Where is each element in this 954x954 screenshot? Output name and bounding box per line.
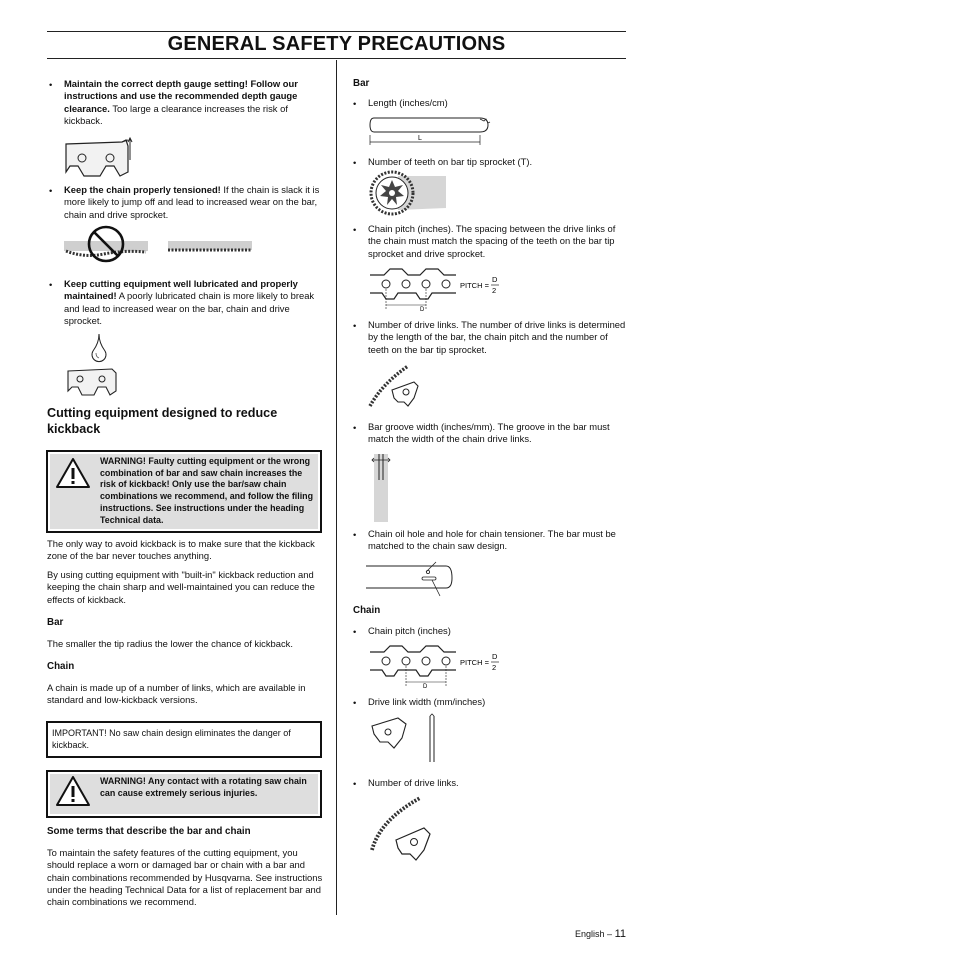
bullet-marker: • [353,157,357,168]
bullet-marker: • [49,185,53,196]
bullet-chain-tension [64,184,322,221]
page-number: 11 [614,928,626,940]
bullet-marker: • [353,320,357,331]
right-subheading-chain: Chain [353,605,381,616]
bar-item-oil-hole: Chain oil hole and hole for chain tensioner. The bar must be matched to the chain saw design. [368,528,616,552]
pitch-formula-label: PITCH = [460,281,489,290]
footer-language: English [575,929,605,939]
right-subheading-bar: Bar [353,78,370,89]
chain-item-drive-links: Number of drive links. [368,777,459,788]
warning-triangle-icon [56,776,90,806]
depth-gauge-illustration [62,136,138,182]
drive-link-width-illustration [368,712,448,764]
paragraph-chain: A chain is made up of a number of links, which are available in standard and low-kickback versions. [47,682,306,706]
page-title: GENERAL SAFETY PRECAUTIONS [167,33,506,55]
bar-oil-hole-illustration [366,560,458,600]
warning-box-cutting-equipment [46,450,322,533]
header-rule-bottom [47,58,626,59]
bullet-lubrication-bold: Keep cutting equipment well lubricated and properly maintained! [64,278,298,302]
bar-item-groove-width: Bar groove width (inches/mm). The groove in the bar must match the width of the chain drive links. [368,421,610,445]
pitch-dimension-label: D [420,307,425,313]
oil-drop-icon [90,333,108,363]
bar-tip-sprocket-illustration [368,170,448,216]
bullet-marker: • [353,529,357,540]
chain-item-pitch: Chain pitch (inches) [368,625,451,636]
column-divider [336,60,337,915]
pitch-formula-label: PITCH = [460,658,489,667]
paragraph-bar: The smaller the tip radius the lower the chance of kickback. [47,638,293,649]
subheading-chain: Chain [47,661,75,672]
warning-text-cutting-equipment: WARNING! Faulty cutting equipment or the wrong combination of bar and saw chain increases the risk of kickback! Only use the bar/saw chain combinations we recommend, and follow the filing instructions. See instructions under the heading Technical data. [100,456,314,525]
important-box [46,721,322,758]
bullet-depth-gauge-text: Too large a clearance increases the risk of kickback. [64,102,288,126]
drive-links-illustration [368,360,428,410]
bullet-marker: • [49,79,53,90]
chain-pitch-illustration [368,265,503,313]
paragraph-terms: To maintain the safety features of the cutting equipment, you should replace a worn or damaged bar or chain with a bar and chain combinations recommended by Husqvarna. See instructions under the heading Technical Data for a list of replacement bar and chain combinations we recommend. [47,847,323,908]
warning-box-rotating-chain [46,770,322,818]
bullet-depth-gauge [64,78,322,127]
section-heading-kickback: Cutting equipment designed to reduce kickback [47,406,278,436]
warning-triangle-icon [56,458,90,488]
bullet-marker: • [353,697,357,708]
pitch-formula-numerator: D [492,275,498,284]
subheading-terms: Some terms that describe the bar and chain [47,826,251,837]
chain-pitch-illustration-2 [368,642,503,690]
pitch-formula-numerator: D [492,652,498,661]
bar-item-length: Length (inches/cm) [368,97,448,108]
chain-item-drive-link-width: Drive link width (mm/inches) [368,696,486,707]
tensioned-chain-illustration [168,240,254,254]
paragraph-kickback-reduction: By using cutting equipment with "built-in" kickback reduction and keeping the chain sharp and well-maintained you can reduce the effects of kickback. [47,569,315,605]
bullet-chain-tension-text: If the chain is slack it is more likely to jump off and lead to increased wear on the bar, chain and drive sprocket. [64,184,320,220]
bar-item-sprocket-teeth: Number of teeth on bar tip sprocket (T). [368,156,533,167]
bar-length-illustration [368,113,494,147]
bullet-marker: • [353,778,357,789]
header-rule-top [47,31,626,32]
subheading-bar: Bar [47,617,64,628]
bullet-lubrication-text: A poorly lubricated chain is more likely to break and lead to increased wear on the bar, chain and drive sprocket. [64,290,315,326]
bullet-marker: • [353,224,357,235]
bar-length-dimension-label: L [418,135,422,142]
bullet-marker: • [49,279,53,290]
bullet-chain-tension-bold: Keep the chain properly tensioned! [64,184,221,195]
pitch-dimension-label: D [423,684,428,690]
footer-dash: – [607,929,613,939]
chain-link-lubricated-illustration [66,367,118,397]
bar-item-chain-pitch: Chain pitch (inches). The spacing between the drive links of the chain must match the spacing of the teeth on the bar tip sprocket and drive sprocket. [368,223,616,259]
bullet-lubrication [64,278,322,327]
bullet-marker: • [353,422,357,433]
bullet-marker: • [353,626,357,637]
important-text: IMPORTANT! No saw chain design eliminates the danger of kickback. [52,728,291,751]
bullet-marker: • [353,98,357,109]
pitch-formula-denominator: 2 [492,663,497,672]
slack-chain-prohibited-illustration [64,226,154,262]
pitch-formula-denominator: 2 [492,286,497,295]
warning-text-rotating-chain: WARNING! Any contact with a rotating saw chain can cause extremely serious injuries. [100,776,307,798]
drive-links-illustration-2 [368,794,438,864]
footer [540,928,626,940]
bar-groove-illustration [368,452,398,524]
paragraph-kickback-zone: The only way to avoid kickback is to make sure that the kickback zone of the bar never touches anything. [47,538,315,562]
bar-item-drive-links: Number of drive links. The number of drive links is determined by the length of the bar, the chain pitch and the number of teeth on the bar tip sprocket. [368,319,626,355]
bullet-depth-gauge-bold: Maintain the correct depth gauge setting! Follow our instructions and use the recommended depth gauge clearance. [64,78,298,114]
